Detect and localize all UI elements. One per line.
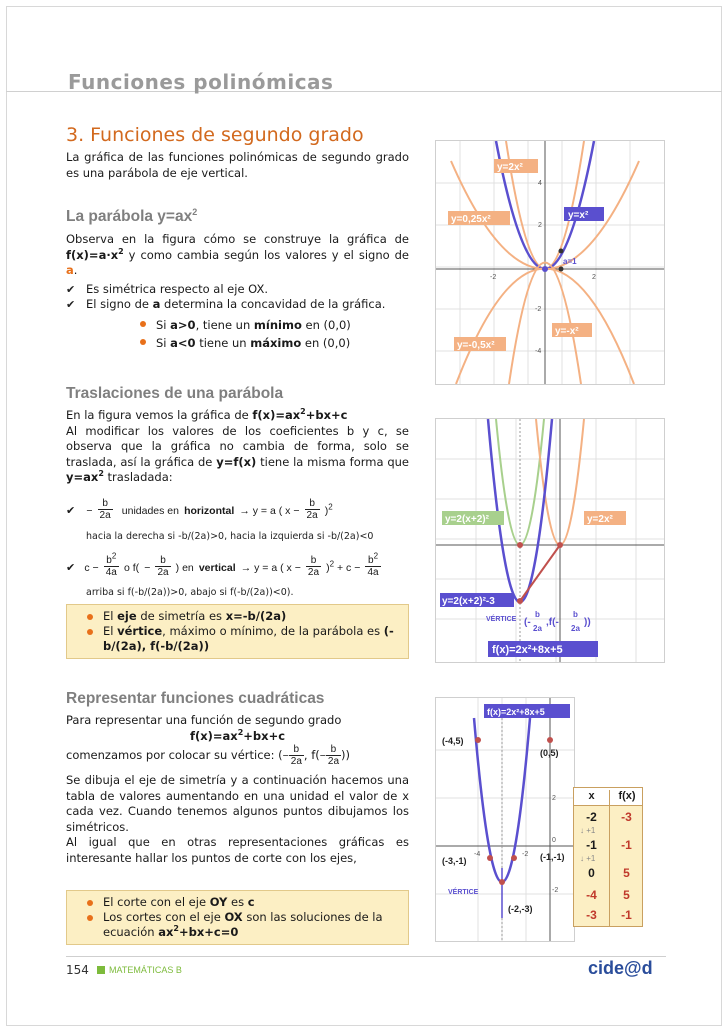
point-label: (-4,5) — [442, 736, 464, 746]
representar-formula: $f(x)=ax^2+bx+c$ — [189, 727, 286, 743]
table-cell: -1 — [586, 838, 597, 852]
vertical-translation: ✔ c − $\frac{b^2}{4a}$ o f( − $\frac{b}{2a}$ ) en vertical → y = a ( x − $\frac{b}{2a}$ )$^2$ + c − $\frac{b^2}{4a}$ — [66, 551, 379, 578]
svg-text:VÉRTICE: VÉRTICE — [448, 889, 479, 896]
svg-text:-2: -2 — [490, 274, 497, 281]
label-y2x2-shift: y=2x² — [587, 514, 613, 525]
list-item: ✔ El signo de a determina la concavidad de la gráfica. — [66, 297, 409, 313]
representar-title: Representar funciones cuadráticas — [66, 690, 325, 707]
section-title: 3. Funciones de segundo grado — [66, 124, 364, 146]
label-y2x23: y=2(x+2)²-3 — [442, 596, 495, 607]
vertical-note: arriba si f(-b/(2a))>0, abajo si f(-b/(2a))<0). — [86, 587, 294, 598]
representar-paragraph-3: Se dibuja el eje de simetría y a continuación hacemos una tabla de valores aumentando en una unidad el valor de x cada vez. Cuando tenemos algunos puntos dibujamos los simétricos. — [66, 773, 409, 834]
traslaciones-paragraph-2: Al modificar los valores de los coeficientes b y c, se observa que la gráfica no cambia de forma, solo se traslada, así la gráfica de y=f(x) tiene la misma forma que $y=ax^2$ trasladada: — [66, 423, 409, 484]
representar-paragraph-1: Para representar una función de segundo grado — [66, 713, 342, 727]
list-item: El eje de simetría es x=-b/(2a) — [83, 609, 402, 624]
point-label: (-2,-3) — [508, 904, 533, 914]
footer-label: MATEMÁTICAS B — [109, 965, 182, 975]
figure-translations — [435, 418, 665, 663]
point-label: (0,5) — [540, 748, 559, 758]
parabola-checklist — [66, 282, 409, 313]
svg-text:2a: 2a — [571, 624, 580, 633]
svg-text:,f(-: ,f(- — [546, 617, 559, 628]
svg-text:2: 2 — [538, 222, 542, 229]
label-ym05x2: y=-0,5x² — [457, 340, 495, 351]
label-y025x2: y=0,25x² — [451, 214, 491, 225]
list-item: Si a<0 tiene un máximo en (0,0) — [136, 334, 409, 352]
table-cell: -4 — [586, 888, 597, 902]
label-fx3: f(x)=2x²+8x+5 — [487, 707, 545, 717]
label-a1: a=1 — [563, 257, 577, 266]
parabola-dots — [136, 316, 409, 352]
parabola-paragraph: Observa en la figura cómo se construye la gráfica de $f(x)=a\cdot x^2$ y como cambia según los valores y el signo de a. — [66, 232, 409, 277]
section-1 — [66, 124, 409, 181]
svg-text:4: 4 — [538, 180, 542, 187]
representar-section — [66, 689, 409, 866]
parabola-section — [66, 207, 409, 352]
page-number: 154 — [66, 963, 89, 977]
list-item: Si a>0, tiene un mínimo en (0,0) — [136, 316, 409, 334]
parabola-title: La parábola $y=ax^2$ — [66, 206, 198, 225]
table-cell: 5 — [623, 888, 630, 902]
table-cell: -1 — [621, 838, 632, 852]
page-header-title: Funciones polinómicas — [68, 70, 334, 94]
list-item: ✔ Es simétrica respecto al eje OX. — [66, 282, 409, 298]
svg-text:2: 2 — [552, 795, 556, 802]
footer-square-icon — [97, 966, 105, 974]
label-fx-eq: f(x)=2x²+8x+5 — [492, 644, 563, 656]
representar-paragraph-2: comenzamos por colocar su vértice: (− $\frac{b}{2a}$ , f(− $\frac{b}{2a}$ )) — [66, 744, 350, 767]
svg-text:-2: -2 — [522, 851, 529, 858]
svg-text:(-: (- — [524, 617, 531, 628]
svg-text:2a: 2a — [533, 624, 542, 633]
check-icon: ✔ — [66, 561, 76, 574]
list-item: Los cortes con el eje OX son las soluciones de la ecuación $ax^2+bx+c=0$ — [83, 910, 402, 940]
traslaciones-section — [66, 384, 409, 486]
svg-text:2: 2 — [592, 274, 596, 281]
svg-text:-2: -2 — [535, 306, 542, 313]
table-cell: -2 — [586, 810, 597, 824]
svg-text:b: b — [535, 610, 540, 619]
cidead-logo: cide@d — [588, 958, 653, 978]
table-cell: -3 — [586, 908, 597, 922]
check-icon: ✔ — [66, 504, 76, 517]
svg-text:-4: -4 — [474, 851, 481, 858]
horizontal-note: hacia la derecha si -b/(2a)>0, hacia la izquierda si -b/(2a)<0 — [86, 531, 374, 542]
traslaciones-paragraph-1: En la figura vemos la gráfica de $f(x)=ax^2+bx+c$ — [66, 407, 348, 422]
label-y2x22: y=2(x+2)² — [445, 514, 489, 525]
values-table: x f(x) -2 -3 ↓ +1 -1 -1 ↓ +1 0 5 -4 5 -3 -1 — [573, 787, 643, 927]
label-yx2: y=x² — [568, 210, 589, 221]
label-vertice: VÉRTICE — [486, 616, 517, 623]
label-ymx2: y=-x² — [555, 326, 579, 337]
table-cell: -3 — [621, 810, 632, 824]
summary-box-vertex — [66, 604, 409, 659]
table-cell: -1 — [621, 908, 632, 922]
table-cell: 0 — [588, 866, 595, 880]
label-y2x2: y=2x² — [497, 162, 523, 173]
traslaciones-title: Traslaciones de una parábola — [66, 385, 284, 402]
svg-text:)): )) — [584, 617, 591, 628]
svg-text:b: b — [573, 610, 578, 619]
table-cell: 5 — [623, 866, 630, 880]
list-item: El vértice, máximo o mínimo, de la parábola es (-b/(2a), f(-b/(2a)) — [83, 624, 402, 654]
table-header: x f(x) — [574, 788, 642, 806]
point-label: (-1,-1) — [540, 852, 565, 862]
point-label: (-3,-1) — [442, 856, 467, 866]
list-item: El corte con el eje OY es c — [83, 895, 402, 910]
section-intro: La gráfica de las funciones polinómicas de segundo grado es una parábola de eje vertical. — [66, 150, 409, 180]
figure-representation — [435, 697, 575, 942]
figure-parabolas-ax2 — [435, 140, 665, 385]
representar-paragraph-4: Al igual que en otras representaciones gráficas es interesante hallar los puntos de corte con los ejes, — [66, 835, 409, 865]
footer-divider — [66, 956, 666, 957]
svg-text:0: 0 — [552, 837, 556, 844]
summary-box-intercepts — [66, 890, 409, 945]
svg-text:-2: -2 — [552, 887, 559, 894]
horizontal-translation: ✔ − $\frac{b}{2a}$ unidades en horizontal → y = a ( x − $\frac{b}{2a}$ )$^2$ — [66, 498, 333, 521]
svg-text:-4: -4 — [535, 348, 542, 355]
